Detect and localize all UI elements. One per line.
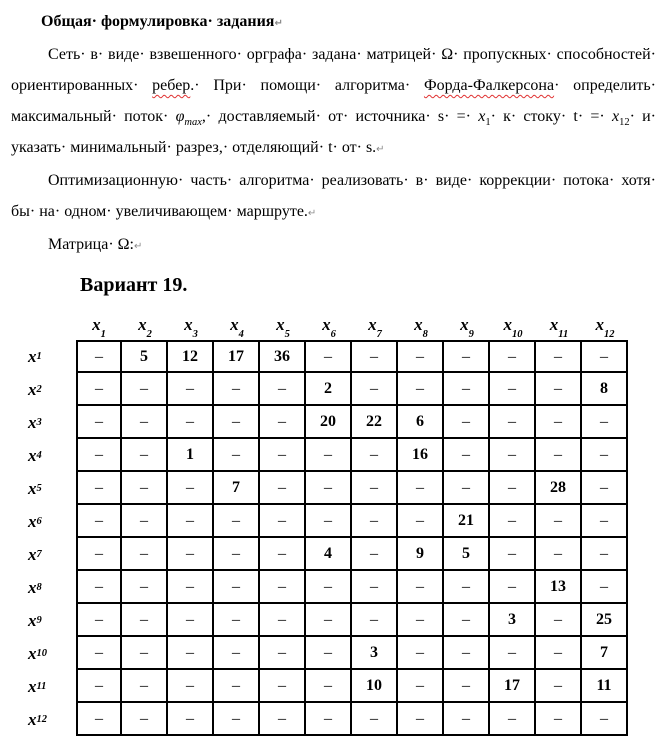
matrix-cell-x2-x9: – <box>444 373 490 406</box>
matrix-cell-x1-x5: 36 <box>260 340 306 373</box>
matrix-cell-x1-x9: – <box>444 340 490 373</box>
matrix-cell-x3-x5: – <box>260 406 306 439</box>
paragraph-matrix-label <box>11 229 656 262</box>
matrix-cell-x2-x3: – <box>168 373 214 406</box>
matrix-cell-x9-x2: – <box>122 604 168 637</box>
matrix-cell-x9-x10: 3 <box>490 604 536 637</box>
matrix-cell-x10-x7: 3 <box>352 637 398 670</box>
matrix-row-label-x6: x 6 <box>28 511 42 531</box>
matrix-cell-x4-x4: – <box>214 439 260 472</box>
matrix-col-header-x5: x 5 <box>276 315 290 340</box>
matrix-cell-x6-x7: – <box>352 505 398 538</box>
matrix-cell-x3-x2: – <box>122 406 168 439</box>
matrix-cell-x7-x3: – <box>168 538 214 571</box>
matrix-cell-x8-x12: – <box>582 571 628 604</box>
matrix-row-label-x1: x 1 <box>28 346 42 366</box>
matrix-cell-x5-x6: – <box>306 472 352 505</box>
matrix-cell-x2-x7: – <box>352 373 398 406</box>
phi-subscript: max <box>184 117 202 129</box>
matrix-col-header-x7: x 7 <box>368 315 382 340</box>
matrix-cell-x10-x5: – <box>260 637 306 670</box>
matrix-cell-x5-x4: 7 <box>214 472 260 505</box>
text-run: ,· доставляемый· от· источника· s· =· <box>201 108 479 125</box>
matrix-cell-x5-x12: – <box>582 472 628 505</box>
matrix-table <box>11 312 666 736</box>
matrix-cell-x3-x1: – <box>76 406 122 439</box>
matrix-cell-x6-x3: – <box>168 505 214 538</box>
matrix-row-label-x12: x 12 <box>28 709 47 729</box>
matrix-cell-x12-x4: – <box>214 703 260 736</box>
matrix-cell-x3-x12: – <box>582 406 628 439</box>
matrix-cell-x6-x1: – <box>76 505 122 538</box>
matrix-cell-x10-x9: – <box>444 637 490 670</box>
matrix-cell-x11-x5: – <box>260 670 306 703</box>
matrix-cell-x6-x8: – <box>398 505 444 538</box>
matrix-cell-x12-x5: – <box>260 703 306 736</box>
matrix-cell-x11-x9: – <box>444 670 490 703</box>
matrix-cell-x2-x10: – <box>490 373 536 406</box>
matrix-row-label-x5: x 5 <box>28 478 42 498</box>
matrix-cell-x4-x11: – <box>536 439 582 472</box>
matrix-row-label-x2: x 2 <box>28 379 42 399</box>
matrix-cell-x7-x7: – <box>352 538 398 571</box>
matrix-col-header-x11: x 11 <box>549 315 569 340</box>
matrix-cell-x9-x3: – <box>168 604 214 637</box>
matrix-col-header-x3: x 3 <box>184 315 198 340</box>
matrix-cell-x11-x10: 17 <box>490 670 536 703</box>
matrix-cell-x10-x1: – <box>76 637 122 670</box>
x12-symbol: x <box>611 108 620 125</box>
matrix-cell-x6-x11: – <box>536 505 582 538</box>
matrix-cell-x7-x9: 5 <box>444 538 490 571</box>
matrix-cell-x9-x1: – <box>76 604 122 637</box>
matrix-cell-x2-x1: – <box>76 373 122 406</box>
matrix-cell-x8-x3: – <box>168 571 214 604</box>
matrix-cell-x2-x6: 2 <box>306 373 352 406</box>
paragraph-task-description <box>11 39 656 165</box>
misspelled-word-reber: ребер <box>152 77 191 94</box>
text-run: Оптимизационную· часть· алгоритма· реализовать· в· виде· коррекции· потока· хотя· бы· на· одном· увеличивающем· маршруте. <box>11 172 656 220</box>
text-run: · определить· максимальный· поток· <box>11 77 656 125</box>
matrix-cell-x12-x9: – <box>444 703 490 736</box>
matrix-cell-x7-x5: – <box>260 538 306 571</box>
matrix-cell-x1-x12: – <box>582 340 628 373</box>
matrix-row-label-x9: x 9 <box>28 610 42 630</box>
matrix-row-label-x7: x 7 <box>28 544 42 564</box>
text-run: Сеть· в· виде· взвешенного· орграфа· задана· матрицей· Ω· пропускных· способностей· ориентированных· <box>11 46 656 94</box>
matrix-cell-x3-x11: – <box>536 406 582 439</box>
matrix-cell-x6-x10: – <box>490 505 536 538</box>
matrix-cell-x3-x10: – <box>490 406 536 439</box>
matrix-cell-x7-x1: – <box>76 538 122 571</box>
matrix-cell-x9-x11: – <box>536 604 582 637</box>
matrix-cell-x4-x7: – <box>352 439 398 472</box>
matrix-cell-x9-x4: – <box>214 604 260 637</box>
matrix-cell-x2-x5: – <box>260 373 306 406</box>
matrix-cell-x5-x2: – <box>122 472 168 505</box>
matrix-cell-x4-x10: – <box>490 439 536 472</box>
matrix-cell-x11-x2: – <box>122 670 168 703</box>
paragraph-mark: ↵ <box>376 144 385 155</box>
matrix-cell-x7-x6: 4 <box>306 538 352 571</box>
matrix-cell-x6-x4: – <box>214 505 260 538</box>
matrix-cell-x8-x10: – <box>490 571 536 604</box>
matrix-col-header-x1: x 1 <box>92 315 106 340</box>
misspelled-word-ford-fulkerson: Форда-Фалкерсона <box>423 77 555 94</box>
x1-symbol: x <box>478 108 486 125</box>
x1-subscript: 1 <box>485 117 491 129</box>
matrix-cell-x11-x6: – <box>306 670 352 703</box>
matrix-corner <box>11 312 76 340</box>
matrix-cell-x4-x2: – <box>122 439 168 472</box>
text-run: · и· указать· минимальный· разрез,· отделяющий· t· от· s. <box>11 108 656 156</box>
matrix-col-header-x10: x 10 <box>503 315 523 340</box>
matrix-cell-x4-x1: – <box>76 439 122 472</box>
text-run: Матрица· Ω: <box>48 236 134 253</box>
matrix-cell-x9-x9: – <box>444 604 490 637</box>
matrix-cell-x3-x6: 20 <box>306 406 352 439</box>
matrix-cell-x7-x10: – <box>490 538 536 571</box>
task-heading-text: Общая· формулировка· задания <box>41 13 275 30</box>
matrix-cell-x5-x3: – <box>168 472 214 505</box>
matrix-cell-x12-x7: – <box>352 703 398 736</box>
matrix-cell-x2-x2: – <box>122 373 168 406</box>
paragraph-mark: ↵ <box>274 18 283 29</box>
matrix-row-label-x10: x 10 <box>28 643 47 663</box>
task-heading <box>11 6 656 39</box>
matrix-cell-x5-x5: – <box>260 472 306 505</box>
matrix-cell-x3-x4: – <box>214 406 260 439</box>
matrix-cell-x4-x9: – <box>444 439 490 472</box>
matrix-cell-x12-x2: – <box>122 703 168 736</box>
matrix-cell-x4-x3: 1 <box>168 439 214 472</box>
matrix-cell-x8-x2: – <box>122 571 168 604</box>
matrix-col-header-x6: x 6 <box>322 315 336 340</box>
matrix-cell-x9-x8: – <box>398 604 444 637</box>
matrix-cell-x10-x6: – <box>306 637 352 670</box>
matrix-cell-x1-x4: 17 <box>214 340 260 373</box>
matrix-cell-x2-x4: – <box>214 373 260 406</box>
matrix-cell-x3-x3: – <box>168 406 214 439</box>
matrix-cell-x5-x11: 28 <box>536 472 582 505</box>
matrix-cell-x5-x9: – <box>444 472 490 505</box>
matrix-cell-x1-x2: 5 <box>122 340 168 373</box>
matrix-cell-x8-x1: – <box>76 571 122 604</box>
x12-subscript: 12 <box>619 117 630 129</box>
matrix-cell-x4-x8: 16 <box>398 439 444 472</box>
matrix-cell-x10-x2: – <box>122 637 168 670</box>
matrix-cell-x9-x6: – <box>306 604 352 637</box>
matrix-cell-x5-x8: – <box>398 472 444 505</box>
matrix-cell-x2-x11: – <box>536 373 582 406</box>
matrix-cell-x1-x3: 12 <box>168 340 214 373</box>
text-run: .· При· помощи· алгоритма· <box>190 77 424 94</box>
matrix-cell-x11-x3: – <box>168 670 214 703</box>
matrix-cell-x11-x8: – <box>398 670 444 703</box>
matrix-cell-x8-x9: – <box>444 571 490 604</box>
paragraph-mark: ↵ <box>307 208 317 219</box>
matrix-cell-x10-x10: – <box>490 637 536 670</box>
matrix-cell-x12-x10: – <box>490 703 536 736</box>
matrix-cell-x7-x11: – <box>536 538 582 571</box>
matrix-cell-x1-x11: – <box>536 340 582 373</box>
matrix-cell-x4-x12: – <box>582 439 628 472</box>
matrix-cell-x10-x8: – <box>398 637 444 670</box>
matrix-cell-x9-x5: – <box>260 604 306 637</box>
phi-symbol: φ <box>175 108 185 125</box>
matrix-cell-x5-x10: – <box>490 472 536 505</box>
paragraph-mark: ↵ <box>134 241 143 252</box>
matrix-cell-x11-x4: – <box>214 670 260 703</box>
matrix-cell-x1-x7: – <box>352 340 398 373</box>
matrix-cell-x1-x10: – <box>490 340 536 373</box>
matrix-cell-x6-x5: – <box>260 505 306 538</box>
matrix-cell-x10-x3: – <box>168 637 214 670</box>
matrix-row-label-x3: x 3 <box>28 412 42 432</box>
matrix-col-header-x9: x 9 <box>460 315 474 340</box>
matrix-cell-x12-x12: – <box>582 703 628 736</box>
matrix-cell-x12-x11: – <box>536 703 582 736</box>
task-text-block <box>0 0 666 300</box>
matrix-col-header-x2: x 2 <box>138 315 152 340</box>
paragraph-optimization <box>11 165 656 229</box>
matrix-cell-x1-x1: – <box>76 340 122 373</box>
matrix-cell-x7-x2: – <box>122 538 168 571</box>
matrix-cell-x7-x8: 9 <box>398 538 444 571</box>
matrix-cell-x11-x1: – <box>76 670 122 703</box>
variant-heading: Вариант 19. <box>80 274 188 296</box>
matrix-cell-x11-x7: 10 <box>352 670 398 703</box>
matrix-cell-x10-x11: – <box>536 637 582 670</box>
matrix-cell-x1-x6: – <box>306 340 352 373</box>
matrix-cell-x1-x8: – <box>398 340 444 373</box>
matrix-col-header-x8: x 8 <box>414 315 428 340</box>
matrix-cell-x3-x8: 6 <box>398 406 444 439</box>
matrix-cell-x12-x3: – <box>168 703 214 736</box>
matrix-cell-x6-x2: – <box>122 505 168 538</box>
matrix-cell-x6-x9: 21 <box>444 505 490 538</box>
matrix-cell-x8-x8: – <box>398 571 444 604</box>
matrix-cell-x12-x6: – <box>306 703 352 736</box>
matrix-col-header-x4: x 4 <box>230 315 244 340</box>
matrix-cell-x7-x4: – <box>214 538 260 571</box>
matrix-row-label-x8: x 8 <box>28 577 42 597</box>
matrix-cell-x8-x6: – <box>306 571 352 604</box>
matrix-cell-x9-x12: 25 <box>582 604 628 637</box>
matrix-cell-x6-x6: – <box>306 505 352 538</box>
matrix-cell-x11-x11: – <box>536 670 582 703</box>
matrix-cell-x12-x1: – <box>76 703 122 736</box>
matrix-cell-x3-x7: 22 <box>352 406 398 439</box>
matrix-cell-x7-x12: – <box>582 538 628 571</box>
matrix-col-header-x12: x 12 <box>595 315 615 340</box>
matrix-cell-x5-x7: – <box>352 472 398 505</box>
matrix-cell-x4-x5: – <box>260 439 306 472</box>
matrix-cell-x3-x9: – <box>444 406 490 439</box>
matrix-cell-x8-x4: – <box>214 571 260 604</box>
matrix-cell-x2-x8: – <box>398 373 444 406</box>
matrix-cell-x2-x12: 8 <box>582 373 628 406</box>
matrix-cell-x4-x6: – <box>306 439 352 472</box>
matrix-cell-x11-x12: 11 <box>582 670 628 703</box>
matrix-row-label-x4: x 4 <box>28 445 42 465</box>
matrix-cell-x10-x12: 7 <box>582 637 628 670</box>
matrix-cell-x6-x12: – <box>582 505 628 538</box>
matrix-cell-x10-x4: – <box>214 637 260 670</box>
matrix-cell-x8-x5: – <box>260 571 306 604</box>
matrix-cell-x8-x7: – <box>352 571 398 604</box>
text-run: · к· стоку· t· =· <box>490 108 612 125</box>
matrix-row-label-x11: x 11 <box>28 676 47 696</box>
matrix-cell-x12-x8: – <box>398 703 444 736</box>
matrix-cell-x9-x7: – <box>352 604 398 637</box>
matrix-cell-x5-x1: – <box>76 472 122 505</box>
matrix-cell-x8-x11: 13 <box>536 571 582 604</box>
